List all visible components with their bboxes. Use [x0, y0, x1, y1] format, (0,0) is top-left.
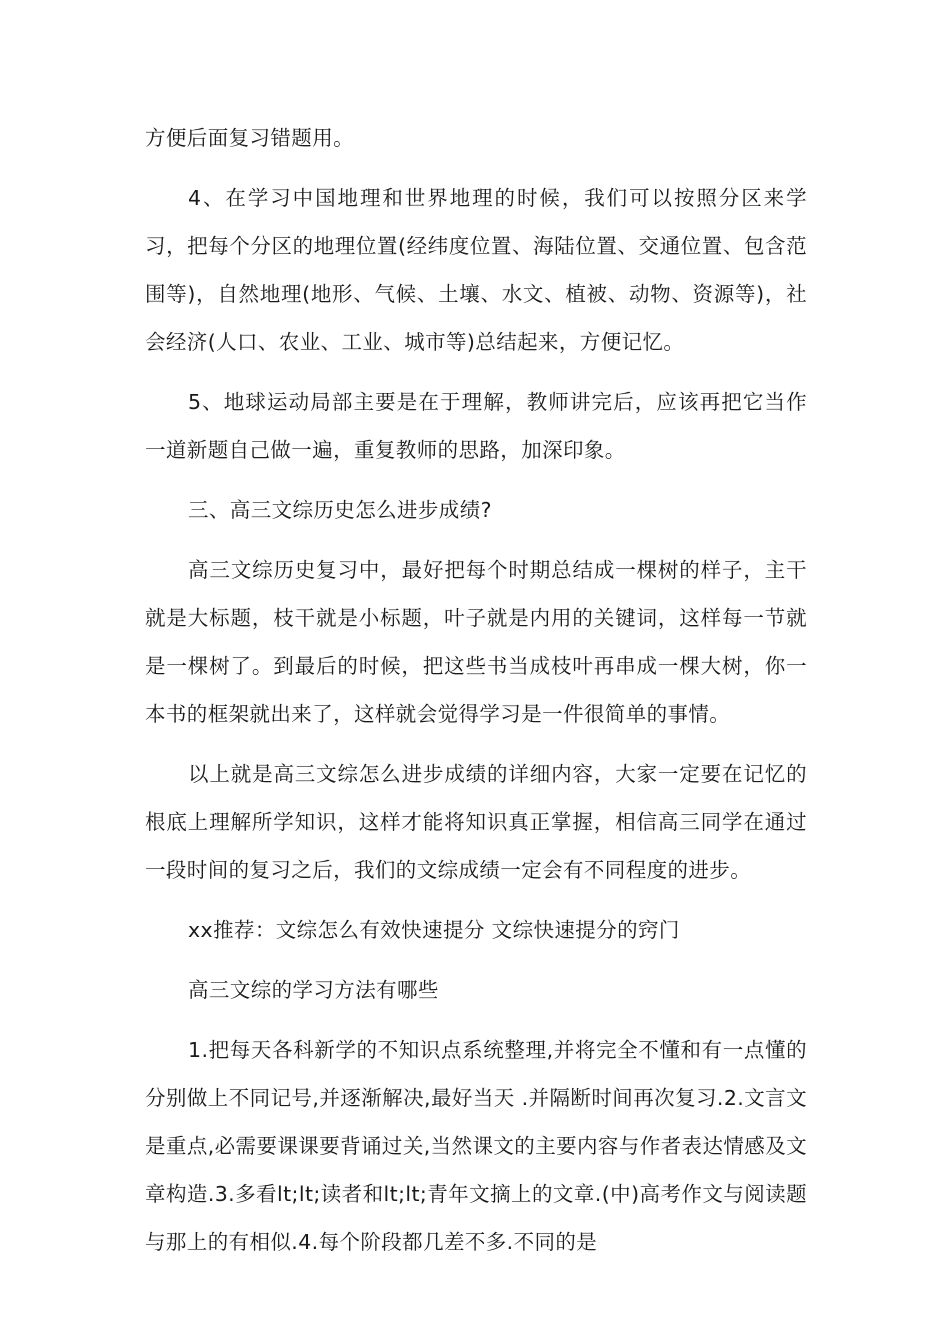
section-heading: 三、高三文综历史怎么进步成绩? — [188, 498, 492, 522]
paragraph-2: 4、在学习中国地理和世界地理的时候，我们可以按照分区来学习，把每个分区的地理位置(经纬度位置、海陆位置、交通位置、包含范围等)，自然地理(地形、气候、土壤、水文、植被、动物、资源等)，社会经济(人口、农业、工业、城市等)总结起来，方便记忆。 — [145, 186, 807, 354]
paragraph-5: 高三文综历史复习中，最好把每个时期总结成一棵树的样子，主干就是大标题，枝干就是小标题，叶子就是内用的关键词，这样每一节就是一棵树了。到最后的时候，把这些书当成枝叶再串成一棵大树，你一本书的框架就出来了，这样就会觉得学习是一件很简单的事情。 — [145, 558, 807, 726]
recommendation-line: xx推荐：文综怎么有效快速提分 文综快速提分的窍门 — [188, 918, 680, 942]
paragraph-9: 1.把每天各科新学的不知识点系统整理,并将完全不懂和有一点懂的分别做上不同记号,并逐渐解决,最好当天 .并隔断时间再次复习.2.文言文是重点,必需要课课要背诵过关,当然课文的主要内容与作者表达情感及文章构造.3.多看lt;lt;读者和lt;lt;青年文摘上的文章.(中)高考作文与阅读题与那上的有相似.4.每个阶段都几差不多.不同的是 — [145, 1038, 807, 1254]
document-body — [145, 114, 807, 1278]
subheading: 高三文综的学习方法有哪些 — [188, 978, 439, 1002]
paragraph-6: 以上就是高三文综怎么进步成绩的详细内容，大家一定要在记忆的根底上理解所学知识，这样才能将知识真正掌握，相信高三同学在通过一段时间的复习之后，我们的文综成绩一定会有不同程度的进步。 — [145, 762, 807, 882]
paragraph-1: 方便后面复习错题用。 — [145, 126, 354, 150]
paragraph-3: 5、地球运动局部主要是在于理解，教师讲完后，应该再把它当作一道新题自己做一遍，重复教师的思路，加深印象。 — [145, 390, 807, 462]
